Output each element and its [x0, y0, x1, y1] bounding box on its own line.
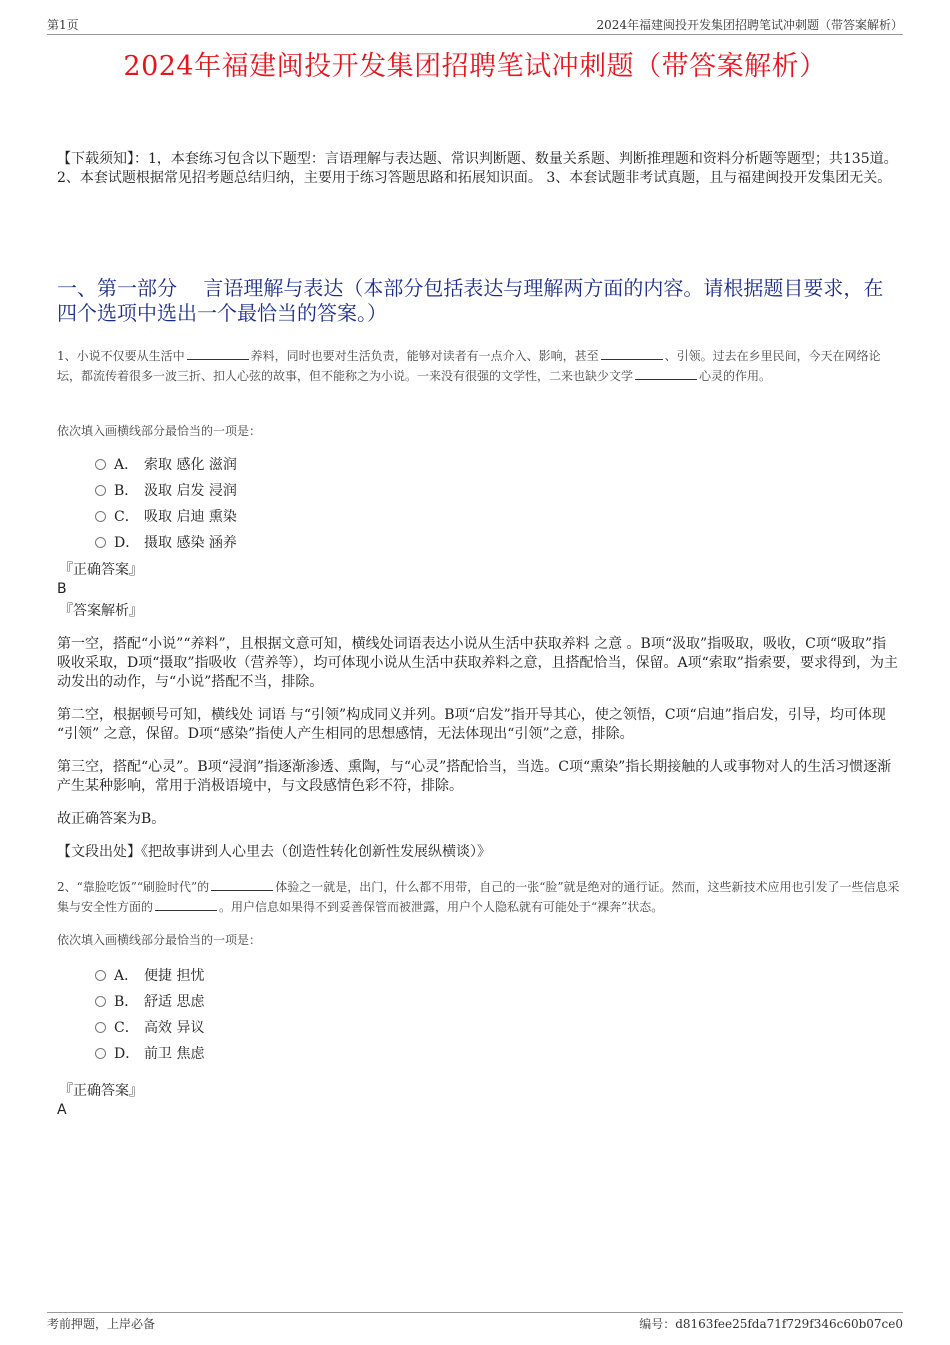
analysis-conclusion: 故正确答案为B。 [57, 811, 166, 827]
answer-blank [155, 899, 217, 911]
analysis-paragraph-2: 第二空，根据顿号可知，横线处 词语 与“引领”构成同义并列。B项“启发”指开导其心，使之领悟，C项“启迪”指启发，引导，均可体现 “引领” 之意，保留。D项“感染”指使人产生相同的思想感情，无法体现出“引领”之意，排除。 [57, 707, 886, 742]
analysis-paragraph-3: 第三空，搭配“心灵”。B项“浸润”指逐渐渗透、熏陶，与“心灵”搭配恰当，当选。C项“熏染”指长期接触的人或事物对人的生活习惯逐渐产生某种影响，常用于消极语境中，与文段感情色彩不符，排除。 [57, 759, 892, 794]
question-1-options [95, 452, 237, 556]
option-a[interactable]: A． 便捷 担忧 [95, 963, 204, 989]
answer-blank [635, 368, 697, 380]
option-d[interactable]: D． 前卫 焦虑 [95, 1041, 204, 1067]
question-2-stem: 2、“靠脸吃饭”“刷脸时代”的 体验之一就是，出门，什么都不用带，自己的一张“脸”就是绝对的通行证。然而，这些新技术应用也引发了一些信息采集与安全性方面的 。用户信息如果得不到妥善保管而被泄露，用户个人隐私就有可能处于“裸奔”状态。 [57, 880, 900, 914]
option-b[interactable]: B． 汲取 启发 浸润 [95, 478, 237, 504]
radio-icon[interactable] [95, 970, 106, 981]
radio-icon[interactable] [95, 537, 106, 548]
footer-doc-id: 编号：d8163fee25fda71f729f346c60b07ce0 [639, 1317, 903, 1331]
document-title: 2024年福建闽投开发集团招聘笔试冲刺题（带答案解析） [123, 51, 827, 82]
radio-icon[interactable] [95, 996, 106, 1007]
radio-icon[interactable] [95, 1048, 106, 1059]
correct-answer-value: B [57, 581, 67, 597]
question-1-instruction: 依次填入画横线部分最恰当的一项是： [57, 424, 262, 438]
header-doc-title: 2024年福建闽投开发集团招聘笔试冲刺题（带答案解析） [596, 18, 903, 32]
radio-icon[interactable] [95, 1022, 106, 1033]
answer-blank [601, 348, 663, 360]
question-1-stem: 1、小说不仅要从生活中 养料，同时也要对生活负责，能够对读者有一点介入、影响，甚至 、引领。过去在乡里民间，今天在网络论坛，都流传着很多一波三折、扣人心弦的故事，但不能称之为小说。一来没有很强的文学性，二来也缺少文学 心灵的作用。 [57, 349, 881, 383]
correct-answer-label: 『正确答案』 [59, 1083, 143, 1099]
radio-icon[interactable] [95, 459, 106, 470]
option-a[interactable]: A． 索取 感化 滋润 [95, 452, 237, 478]
option-d[interactable]: D． 摄取 感染 涵养 [95, 530, 237, 556]
answer-blank [211, 879, 273, 891]
radio-icon[interactable] [95, 511, 106, 522]
page-number: 第1页 [47, 18, 79, 32]
radio-icon[interactable] [95, 485, 106, 496]
question-2-options [95, 963, 204, 1067]
answer-blank [187, 348, 249, 360]
footer-slogan: 考前押题，上岸必备 [47, 1317, 156, 1331]
question-2-instruction: 依次填入画横线部分最恰当的一项是： [57, 933, 262, 947]
option-c[interactable]: C． 高效 异议 [95, 1015, 204, 1041]
correct-answer-label: 『正确答案』 [59, 562, 143, 578]
option-c[interactable]: C． 吸取 启迪 熏染 [95, 504, 237, 530]
page-header [47, 14, 903, 35]
analysis-label: 『答案解析』 [59, 603, 143, 619]
download-notice: 【下载须知】：1，本套练习包含以下题型：言语理解与表达题、常识判断题、数量关系题、判断推理题和资料分析题等题型；共135道。 2、本套试题根据常见招考题总结归纳，主要用于练习答题思路和拓展知识面。 3、本套试题非考试真题，且与福建闽投开发集团无关。 [57, 151, 898, 186]
option-b[interactable]: B． 舒适 思虑 [95, 989, 204, 1015]
analysis-paragraph-1: 第一空，搭配“小说”“养料”，且根据文意可知，横线处词语表达小说从生活中获取养料 之意 。B项“汲取”指吸取，吸收，C项“吸取”指吸收采取，D项“摄取”指吸收（营养等），均可体现小说从生活中获取养料之意，且搭配恰当，保留。A项“索取”指索要，要求得到，为主动发出的动作，与“小说”搭配不当，排除。 [57, 636, 898, 690]
section-heading: 一、第一部分 言语理解与表达（本部分包括表达与理解两方面的内容。请根据题目要求，在四个选项中选出一个最恰当的答案。） [57, 276, 884, 325]
text-source: 【文段出处】《把故事讲到人心里去（创造性转化创新性发展纵横谈）》 [57, 844, 491, 860]
page-footer [47, 1312, 903, 1331]
correct-answer-value: A [57, 1102, 67, 1118]
